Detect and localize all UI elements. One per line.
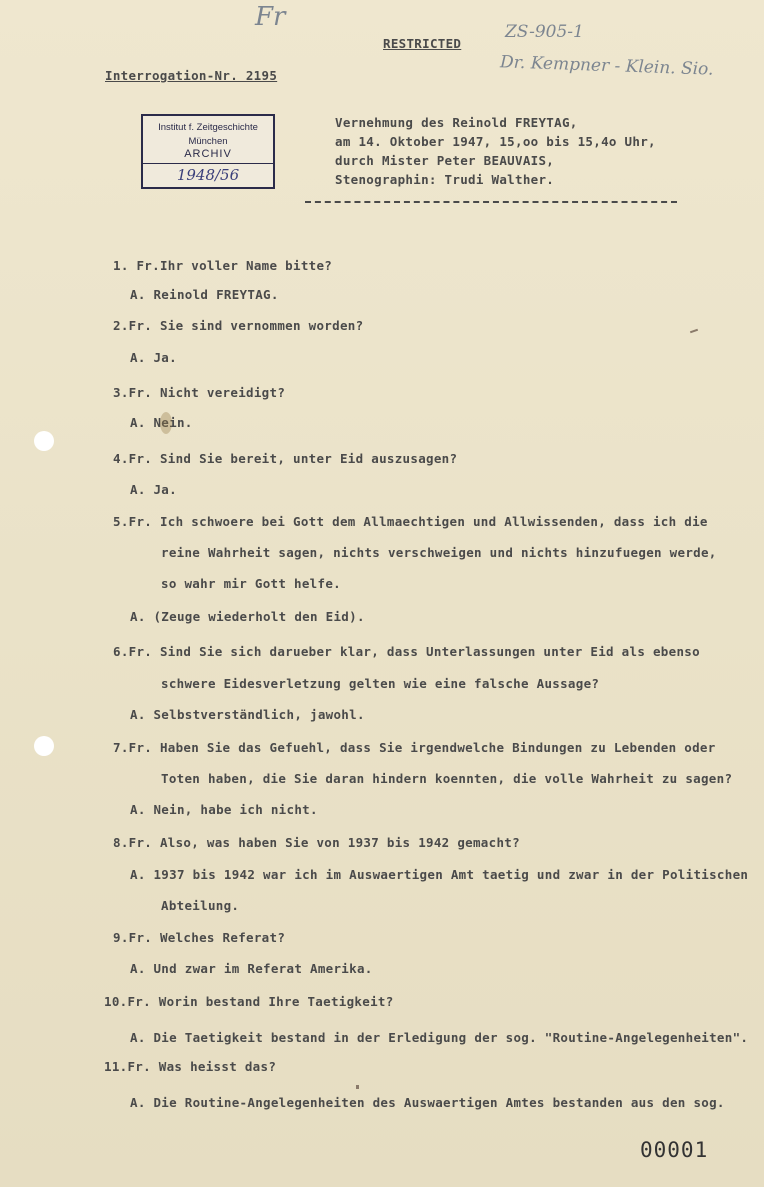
question-5-continued: so wahr mir Gott helfe. xyxy=(161,576,341,591)
interrogation-number: Interrogation-Nr. 2195 xyxy=(105,68,278,83)
question-6-continued: schwere Eidesverletzung gelten wie eine falsche Aussage? xyxy=(161,676,600,691)
answer-11: A. Die Routine-Angelegenheiten des Auswaertigen Amtes bestanden aus den sog. xyxy=(130,1095,725,1110)
handwritten-reference: ZS-905-1 xyxy=(505,22,584,42)
answer-1: A. Reinold FREYTAG. xyxy=(130,287,279,302)
answer-6: A. Selbstverständlich, jawohl. xyxy=(130,707,365,722)
pencil-mark xyxy=(690,329,698,334)
punch-hole xyxy=(34,736,54,756)
question-3: 3.Fr. Nicht vereidigt? xyxy=(113,385,286,400)
intro-line: am 14. Oktober 1947, 15,oo bis 15,4o Uhr, xyxy=(335,134,656,149)
answer-8: A. 1937 bis 1942 war ich im Auswaertigen Amt taetig und zwar in der Politischen xyxy=(130,867,749,882)
question-5-continued: reine Wahrheit sagen, nichts verschweigen und nichts hinzufuegen werde, xyxy=(161,545,717,560)
question-10: 10.Fr. Worin bestand Ihre Taetigkeit? xyxy=(104,994,394,1009)
classification-header: RESTRICTED xyxy=(383,36,462,51)
handwritten-initials: Fr xyxy=(255,2,286,32)
stamp-city: München xyxy=(188,136,228,147)
handwritten-note: Dr. Kempner - Klein. Sio. xyxy=(499,52,714,80)
paper-stain xyxy=(160,412,172,434)
pencil-mark xyxy=(356,1085,359,1089)
answer-5: A. (Zeuge wiederholt den Eid). xyxy=(130,609,365,624)
question-7: 7.Fr. Haben Sie das Gefuehl, dass Sie irgendwelche Bindungen zu Lebenden oder xyxy=(113,740,716,755)
stamp-archive-number: 1948/56 xyxy=(176,166,240,184)
answer-7: A. Nein, habe ich nicht. xyxy=(130,802,318,817)
question-7-continued: Toten haben, die Sie daran hindern koennten, die volle Wahrheit zu sagen? xyxy=(161,771,733,786)
question-4: 4.Fr. Sind Sie bereit, unter Eid auszusagen? xyxy=(113,451,458,466)
stamp-institute: Institut f. Zeitgeschichte xyxy=(158,122,258,133)
answer-9: A. Und zwar im Referat Amerika. xyxy=(130,961,373,976)
question-6: 6.Fr. Sind Sie sich darueber klar, dass Unterlassungen unter Eid als ebenso xyxy=(113,644,700,659)
answer-8-continued: Abteilung. xyxy=(161,898,240,913)
question-11: 11.Fr. Was heisst das? xyxy=(104,1059,277,1074)
question-9: 9.Fr. Welches Referat? xyxy=(113,930,286,945)
archive-stamp xyxy=(141,114,275,189)
question-5: 5.Fr. Ich schwoere bei Gott dem Allmaechtigen und Allwissenden, dass ich die xyxy=(113,514,708,529)
intro-line: Stenographin: Trudi Walther. xyxy=(335,172,555,187)
question-1: 1. Fr.Ihr voller Name bitte? xyxy=(113,258,333,273)
stamp-divider xyxy=(143,163,273,164)
intro-line: Vernehmung des Reinold FREYTAG, xyxy=(335,115,578,130)
answer-10: A. Die Taetigkeit bestand in der Erledigung der sog. "Routine-Angelegenheiten". xyxy=(130,1030,749,1045)
answer-4: A. Ja. xyxy=(130,482,177,497)
answer-3: A. Nein. xyxy=(130,415,193,430)
answer-2: A. Ja. xyxy=(130,350,177,365)
separator-rule xyxy=(305,201,677,203)
question-2: 2.Fr. Sie sind vernommen worden? xyxy=(113,318,364,333)
document-number: 00001 xyxy=(640,1138,709,1162)
intro-line: durch Mister Peter BEAUVAIS, xyxy=(335,153,555,168)
question-8: 8.Fr. Also, was haben Sie von 1937 bis 1942 gemacht? xyxy=(113,835,520,850)
punch-hole xyxy=(34,431,54,451)
stamp-archiv: ARCHIV xyxy=(184,148,232,160)
